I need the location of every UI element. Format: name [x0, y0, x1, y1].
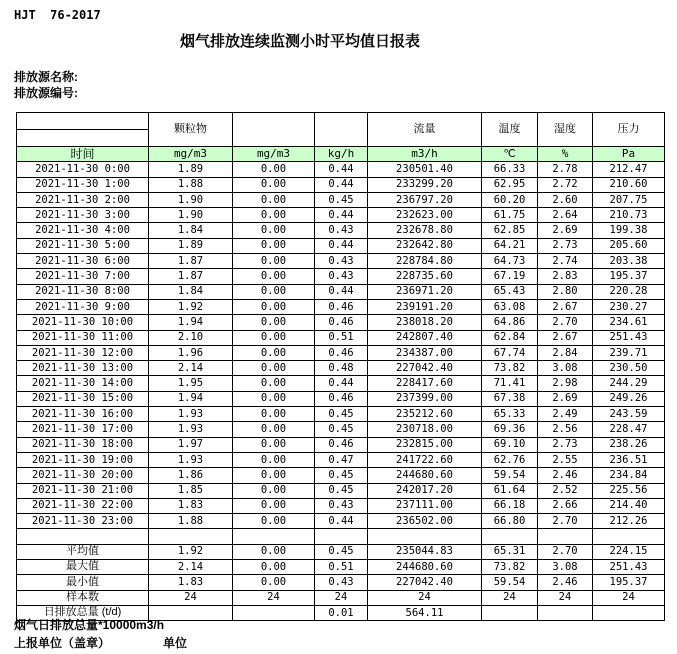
value-cell: 230501.40 — [368, 162, 482, 177]
time-cell: 2021-11-30 2:00 — [17, 192, 149, 207]
summary-value-cell: 24 — [315, 590, 368, 605]
summary-value-cell — [482, 605, 538, 620]
value-cell: 0.46 — [315, 345, 368, 360]
unit-header-cell: mg/m3 — [149, 147, 233, 162]
data-rows — [17, 162, 665, 544]
unit-header-cell: mg/m3 — [233, 147, 315, 162]
value-cell: 0.00 — [233, 468, 315, 483]
table-row — [17, 223, 665, 238]
summary-value-cell: 24 — [538, 590, 593, 605]
split-bottom — [17, 130, 148, 146]
value-cell: 244.29 — [593, 376, 665, 391]
value-cell: 62.84 — [482, 330, 538, 345]
value-cell: 2.69 — [538, 391, 593, 406]
summary-value-cell: 73.82 — [482, 560, 538, 575]
value-cell: 244680.60 — [368, 468, 482, 483]
group-header-cell: 颗粒物 — [149, 113, 233, 147]
value-cell: 0.45 — [315, 468, 368, 483]
summary-value-cell: 1.92 — [149, 544, 233, 559]
value-cell: 2.64 — [538, 208, 593, 223]
value-cell: 62.76 — [482, 452, 538, 467]
table-row — [17, 269, 665, 284]
value-cell: 0.00 — [233, 315, 315, 330]
value-cell: 2.73 — [538, 238, 593, 253]
value-cell: 62.85 — [482, 223, 538, 238]
time-cell: 2021-11-30 8:00 — [17, 284, 149, 299]
summary-value-cell: 251.43 — [593, 560, 665, 575]
table-row — [17, 391, 665, 406]
unit-header-cell: ℃ — [482, 147, 538, 162]
value-cell: 251.43 — [593, 330, 665, 345]
summary-value-cell: 3.08 — [538, 560, 593, 575]
group-header-cell: 温度 — [482, 113, 538, 147]
value-cell: 249.26 — [593, 391, 665, 406]
value-cell: 0.00 — [233, 299, 315, 314]
time-cell: 2021-11-30 16:00 — [17, 407, 149, 422]
value-cell: 195.37 — [593, 269, 665, 284]
value-cell: 233299.20 — [368, 177, 482, 192]
value-cell: 234.84 — [593, 468, 665, 483]
value-cell: 0.44 — [315, 376, 368, 391]
empty-cell — [149, 529, 233, 544]
value-cell: 1.84 — [149, 284, 233, 299]
value-cell: 228.47 — [593, 422, 665, 437]
time-cell: 2021-11-30 0:00 — [17, 162, 149, 177]
table-row — [17, 361, 665, 376]
value-cell: 0.45 — [315, 483, 368, 498]
summary-label-cell: 样本数 — [17, 590, 149, 605]
value-cell: 66.33 — [482, 162, 538, 177]
value-cell: 1.90 — [149, 192, 233, 207]
table-row — [17, 177, 665, 192]
value-cell: 1.93 — [149, 452, 233, 467]
value-cell: 1.87 — [149, 269, 233, 284]
value-cell: 1.83 — [149, 498, 233, 513]
value-cell: 2.98 — [538, 376, 593, 391]
value-cell: 0.51 — [315, 330, 368, 345]
value-cell: 66.80 — [482, 514, 538, 529]
summary-value-cell — [233, 605, 315, 620]
report-table — [16, 112, 665, 621]
time-cell: 2021-11-30 19:00 — [17, 452, 149, 467]
value-cell: 67.19 — [482, 269, 538, 284]
value-cell: 0.00 — [233, 407, 315, 422]
value-cell: 1.94 — [149, 391, 233, 406]
time-cell: 2021-11-30 15:00 — [17, 391, 149, 406]
value-cell: 220.28 — [593, 284, 665, 299]
value-cell: 232623.00 — [368, 208, 482, 223]
value-cell: 0.00 — [233, 330, 315, 345]
summary-value-cell: 59.54 — [482, 575, 538, 590]
value-cell: 238.26 — [593, 437, 665, 452]
value-cell: 232815.00 — [368, 437, 482, 452]
summary-row — [17, 590, 665, 605]
summary-value-cell: 24 — [593, 590, 665, 605]
value-cell: 0.46 — [315, 299, 368, 314]
value-cell: 67.38 — [482, 391, 538, 406]
value-cell: 236797.20 — [368, 192, 482, 207]
value-cell: 234.61 — [593, 315, 665, 330]
value-cell: 64.86 — [482, 315, 538, 330]
summary-value-cell: 224.15 — [593, 544, 665, 559]
value-cell: 225.56 — [593, 483, 665, 498]
time-cell: 2021-11-30 11:00 — [17, 330, 149, 345]
time-header-split-cell — [17, 113, 149, 147]
summary-value-cell: 2.46 — [538, 575, 593, 590]
value-cell: 212.47 — [593, 162, 665, 177]
time-cell: 2021-11-30 17:00 — [17, 422, 149, 437]
value-cell: 0.43 — [315, 254, 368, 269]
summary-value-cell: 0.00 — [233, 544, 315, 559]
group-header-cell — [315, 113, 368, 147]
value-cell: 205.60 — [593, 238, 665, 253]
time-column-header: 时间 — [17, 147, 149, 162]
table-row — [17, 162, 665, 177]
time-cell: 2021-11-30 20:00 — [17, 468, 149, 483]
value-cell: 242807.40 — [368, 330, 482, 345]
value-cell: 212.26 — [593, 514, 665, 529]
time-cell: 2021-11-30 3:00 — [17, 208, 149, 223]
empty-cell — [593, 529, 665, 544]
summary-value-cell: 0.00 — [233, 560, 315, 575]
value-cell: 0.00 — [233, 483, 315, 498]
value-cell: 1.92 — [149, 299, 233, 314]
empty-cell — [482, 529, 538, 544]
value-cell: 63.08 — [482, 299, 538, 314]
value-cell: 69.36 — [482, 422, 538, 437]
summary-value-cell: 1.83 — [149, 575, 233, 590]
unit-label: 单位 — [163, 636, 188, 650]
value-cell: 0.44 — [315, 238, 368, 253]
value-cell: 0.45 — [315, 407, 368, 422]
value-cell: 242017.20 — [368, 483, 482, 498]
value-cell: 2.72 — [538, 177, 593, 192]
value-cell: 60.20 — [482, 192, 538, 207]
value-cell: 0.45 — [315, 192, 368, 207]
emission-source-name-label: 排放源名称: — [14, 70, 78, 84]
value-cell: 2.46 — [538, 468, 593, 483]
time-cell: 2021-11-30 6:00 — [17, 254, 149, 269]
value-cell: 236502.00 — [368, 514, 482, 529]
table-row — [17, 468, 665, 483]
empty-cell — [368, 529, 482, 544]
value-cell: 1.94 — [149, 315, 233, 330]
table-row — [17, 284, 665, 299]
value-cell: 1.89 — [149, 162, 233, 177]
value-cell: 236.51 — [593, 452, 665, 467]
value-cell: 230.27 — [593, 299, 665, 314]
time-cell: 2021-11-30 10:00 — [17, 315, 149, 330]
value-cell: 0.00 — [233, 238, 315, 253]
value-cell: 243.59 — [593, 407, 665, 422]
value-cell: 2.74 — [538, 254, 593, 269]
value-cell: 2.67 — [538, 330, 593, 345]
value-cell: 1.93 — [149, 422, 233, 437]
spacer-row — [17, 529, 665, 544]
summary-rows — [17, 544, 665, 620]
summary-value-cell: 235044.83 — [368, 544, 482, 559]
table-row — [17, 498, 665, 513]
value-cell: 2.66 — [538, 498, 593, 513]
value-cell: 232642.80 — [368, 238, 482, 253]
time-cell: 2021-11-30 18:00 — [17, 437, 149, 452]
value-cell: 0.00 — [233, 192, 315, 207]
summary-value-cell — [593, 605, 665, 620]
value-cell: 0.00 — [233, 177, 315, 192]
table-row — [17, 254, 665, 269]
empty-cell — [315, 529, 368, 544]
value-cell: 2.70 — [538, 514, 593, 529]
group-header-cell: 压力 — [593, 113, 665, 147]
value-cell: 0.43 — [315, 223, 368, 238]
value-cell: 2.83 — [538, 269, 593, 284]
value-cell: 0.00 — [233, 208, 315, 223]
summary-value-cell: 24 — [233, 590, 315, 605]
value-cell: 0.44 — [315, 514, 368, 529]
value-cell: 0.00 — [233, 269, 315, 284]
value-cell: 0.44 — [315, 284, 368, 299]
value-cell: 0.44 — [315, 177, 368, 192]
value-cell: 210.73 — [593, 208, 665, 223]
value-cell: 2.78 — [538, 162, 593, 177]
table-row — [17, 514, 665, 529]
summary-value-cell: 0.45 — [315, 544, 368, 559]
value-cell: 228784.80 — [368, 254, 482, 269]
time-cell: 2021-11-30 1:00 — [17, 177, 149, 192]
summary-value-cell: 0.51 — [315, 560, 368, 575]
value-cell: 236971.20 — [368, 284, 482, 299]
value-cell: 234387.00 — [368, 345, 482, 360]
value-cell: 0.00 — [233, 254, 315, 269]
unit-header-cell: m3/h — [368, 147, 482, 162]
value-cell: 1.97 — [149, 437, 233, 452]
value-cell: 2.49 — [538, 407, 593, 422]
value-cell: 1.93 — [149, 407, 233, 422]
value-cell: 239191.20 — [368, 299, 482, 314]
table-row — [17, 483, 665, 498]
page-title: 烟气排放连续监测小时平均值日报表 — [179, 33, 420, 50]
group-header-row — [17, 113, 665, 147]
value-cell: 0.00 — [233, 514, 315, 529]
emission-source-code-label: 排放源编号: — [14, 86, 78, 100]
value-cell: 1.95 — [149, 376, 233, 391]
value-cell: 2.52 — [538, 483, 593, 498]
value-cell: 0.00 — [233, 422, 315, 437]
summary-value-cell: 2.14 — [149, 560, 233, 575]
value-cell: 2.60 — [538, 192, 593, 207]
summary-value-cell: 0.01 — [315, 605, 368, 620]
summary-label-cell: 平均值 — [17, 544, 149, 559]
value-cell: 241722.60 — [368, 452, 482, 467]
value-cell: 0.44 — [315, 162, 368, 177]
time-cell: 2021-11-30 14:00 — [17, 376, 149, 391]
time-cell: 2021-11-30 13:00 — [17, 361, 149, 376]
table-row — [17, 422, 665, 437]
summary-value-cell: 24 — [482, 590, 538, 605]
value-cell: 73.82 — [482, 361, 538, 376]
value-cell: 0.46 — [315, 391, 368, 406]
time-cell: 2021-11-30 22:00 — [17, 498, 149, 513]
value-cell: 65.33 — [482, 407, 538, 422]
value-cell: 203.38 — [593, 254, 665, 269]
summary-value-cell: 24 — [149, 590, 233, 605]
split-top — [17, 113, 148, 130]
time-cell: 2021-11-30 5:00 — [17, 238, 149, 253]
value-cell: 0.00 — [233, 345, 315, 360]
value-cell: 64.21 — [482, 238, 538, 253]
summary-value-cell: 244680.60 — [368, 560, 482, 575]
value-cell: 230.50 — [593, 361, 665, 376]
summary-row — [17, 560, 665, 575]
standard-number: HJT 76-2017 — [14, 8, 101, 22]
time-cell: 2021-11-30 4:00 — [17, 223, 149, 238]
value-cell: 69.10 — [482, 437, 538, 452]
value-cell: 214.40 — [593, 498, 665, 513]
value-cell: 1.87 — [149, 254, 233, 269]
value-cell: 66.18 — [482, 498, 538, 513]
value-cell: 3.08 — [538, 361, 593, 376]
value-cell: 1.90 — [149, 208, 233, 223]
summary-label-cell: 日排放总量 (t/d) — [17, 605, 149, 620]
value-cell: 0.00 — [233, 361, 315, 376]
value-cell: 0.44 — [315, 208, 368, 223]
value-cell: 2.67 — [538, 299, 593, 314]
summary-label-cell: 最小值 — [17, 575, 149, 590]
value-cell: 0.00 — [233, 223, 315, 238]
value-cell: 59.54 — [482, 468, 538, 483]
value-cell: 0.00 — [233, 162, 315, 177]
value-cell: 235212.60 — [368, 407, 482, 422]
value-cell: 62.95 — [482, 177, 538, 192]
summary-row — [17, 544, 665, 559]
value-cell: 1.89 — [149, 238, 233, 253]
value-cell: 228417.60 — [368, 376, 482, 391]
value-cell: 1.88 — [149, 177, 233, 192]
time-cell: 2021-11-30 9:00 — [17, 299, 149, 314]
value-cell: 2.56 — [538, 422, 593, 437]
value-cell: 0.46 — [315, 315, 368, 330]
value-cell: 64.73 — [482, 254, 538, 269]
value-cell: 1.84 — [149, 223, 233, 238]
table-row — [17, 345, 665, 360]
group-header-cell: 流量 — [368, 113, 482, 147]
summary-value-cell: 227042.40 — [368, 575, 482, 590]
table-row — [17, 452, 665, 467]
empty-cell — [17, 529, 149, 544]
value-cell: 0.47 — [315, 452, 368, 467]
summary-label-cell: 最大值 — [17, 560, 149, 575]
value-cell: 237111.00 — [368, 498, 482, 513]
summary-value-cell — [538, 605, 593, 620]
summary-value-cell: 65.31 — [482, 544, 538, 559]
footer-note: 烟气日排放总量*10000m3/h — [14, 618, 165, 632]
value-cell: 0.43 — [315, 269, 368, 284]
value-cell: 0.00 — [233, 284, 315, 299]
table-row — [17, 330, 665, 345]
value-cell: 0.00 — [233, 376, 315, 391]
table-row — [17, 299, 665, 314]
value-cell: 0.00 — [233, 452, 315, 467]
value-cell: 2.55 — [538, 452, 593, 467]
unit-header-cell: Pa — [593, 147, 665, 162]
table-row — [17, 437, 665, 452]
empty-cell — [233, 529, 315, 544]
time-cell: 2021-11-30 7:00 — [17, 269, 149, 284]
value-cell: 0.45 — [315, 422, 368, 437]
value-cell: 199.38 — [593, 223, 665, 238]
value-cell: 2.84 — [538, 345, 593, 360]
summary-value-cell: 195.37 — [593, 575, 665, 590]
unit-header-cell: kg/h — [315, 147, 368, 162]
summary-value-cell: 0.43 — [315, 575, 368, 590]
value-cell: 2.14 — [149, 361, 233, 376]
report-unit-label: 上报单位（盖章） — [14, 636, 111, 650]
value-cell: 0.48 — [315, 361, 368, 376]
value-cell: 67.74 — [482, 345, 538, 360]
group-header-cell — [233, 113, 315, 147]
value-cell: 227042.40 — [368, 361, 482, 376]
value-cell: 0.46 — [315, 437, 368, 452]
empty-cell — [538, 529, 593, 544]
value-cell: 238018.20 — [368, 315, 482, 330]
value-cell: 228735.60 — [368, 269, 482, 284]
value-cell: 2.70 — [538, 315, 593, 330]
value-cell: 2.73 — [538, 437, 593, 452]
value-cell: 61.64 — [482, 483, 538, 498]
value-cell: 1.86 — [149, 468, 233, 483]
time-cell: 2021-11-30 23:00 — [17, 514, 149, 529]
value-cell: 2.10 — [149, 330, 233, 345]
value-cell: 0.00 — [233, 498, 315, 513]
unit-header-cell: % — [538, 147, 593, 162]
value-cell: 65.43 — [482, 284, 538, 299]
summary-value-cell: 0.00 — [233, 575, 315, 590]
table-row — [17, 238, 665, 253]
time-cell: 2021-11-30 12:00 — [17, 345, 149, 360]
table-row — [17, 376, 665, 391]
summary-value-cell: 2.70 — [538, 544, 593, 559]
table-row — [17, 208, 665, 223]
value-cell: 207.75 — [593, 192, 665, 207]
value-cell: 0.00 — [233, 437, 315, 452]
value-cell: 2.69 — [538, 223, 593, 238]
time-cell: 2021-11-30 21:00 — [17, 483, 149, 498]
value-cell: 1.96 — [149, 345, 233, 360]
table-row — [17, 407, 665, 422]
value-cell: 2.80 — [538, 284, 593, 299]
summary-value-cell: 564.11 — [368, 605, 482, 620]
value-cell: 232678.80 — [368, 223, 482, 238]
table-row — [17, 315, 665, 330]
value-cell: 1.85 — [149, 483, 233, 498]
value-cell: 0.43 — [315, 498, 368, 513]
summary-value-cell: 24 — [368, 590, 482, 605]
group-header-cell: 湿度 — [538, 113, 593, 147]
table-row — [17, 192, 665, 207]
value-cell: 210.60 — [593, 177, 665, 192]
value-cell: 237399.00 — [368, 391, 482, 406]
value-cell: 61.75 — [482, 208, 538, 223]
value-cell: 1.88 — [149, 514, 233, 529]
value-cell: 0.00 — [233, 391, 315, 406]
value-cell: 71.41 — [482, 376, 538, 391]
value-cell: 239.71 — [593, 345, 665, 360]
units-header-row — [17, 147, 665, 162]
value-cell: 230718.00 — [368, 422, 482, 437]
summary-row — [17, 575, 665, 590]
